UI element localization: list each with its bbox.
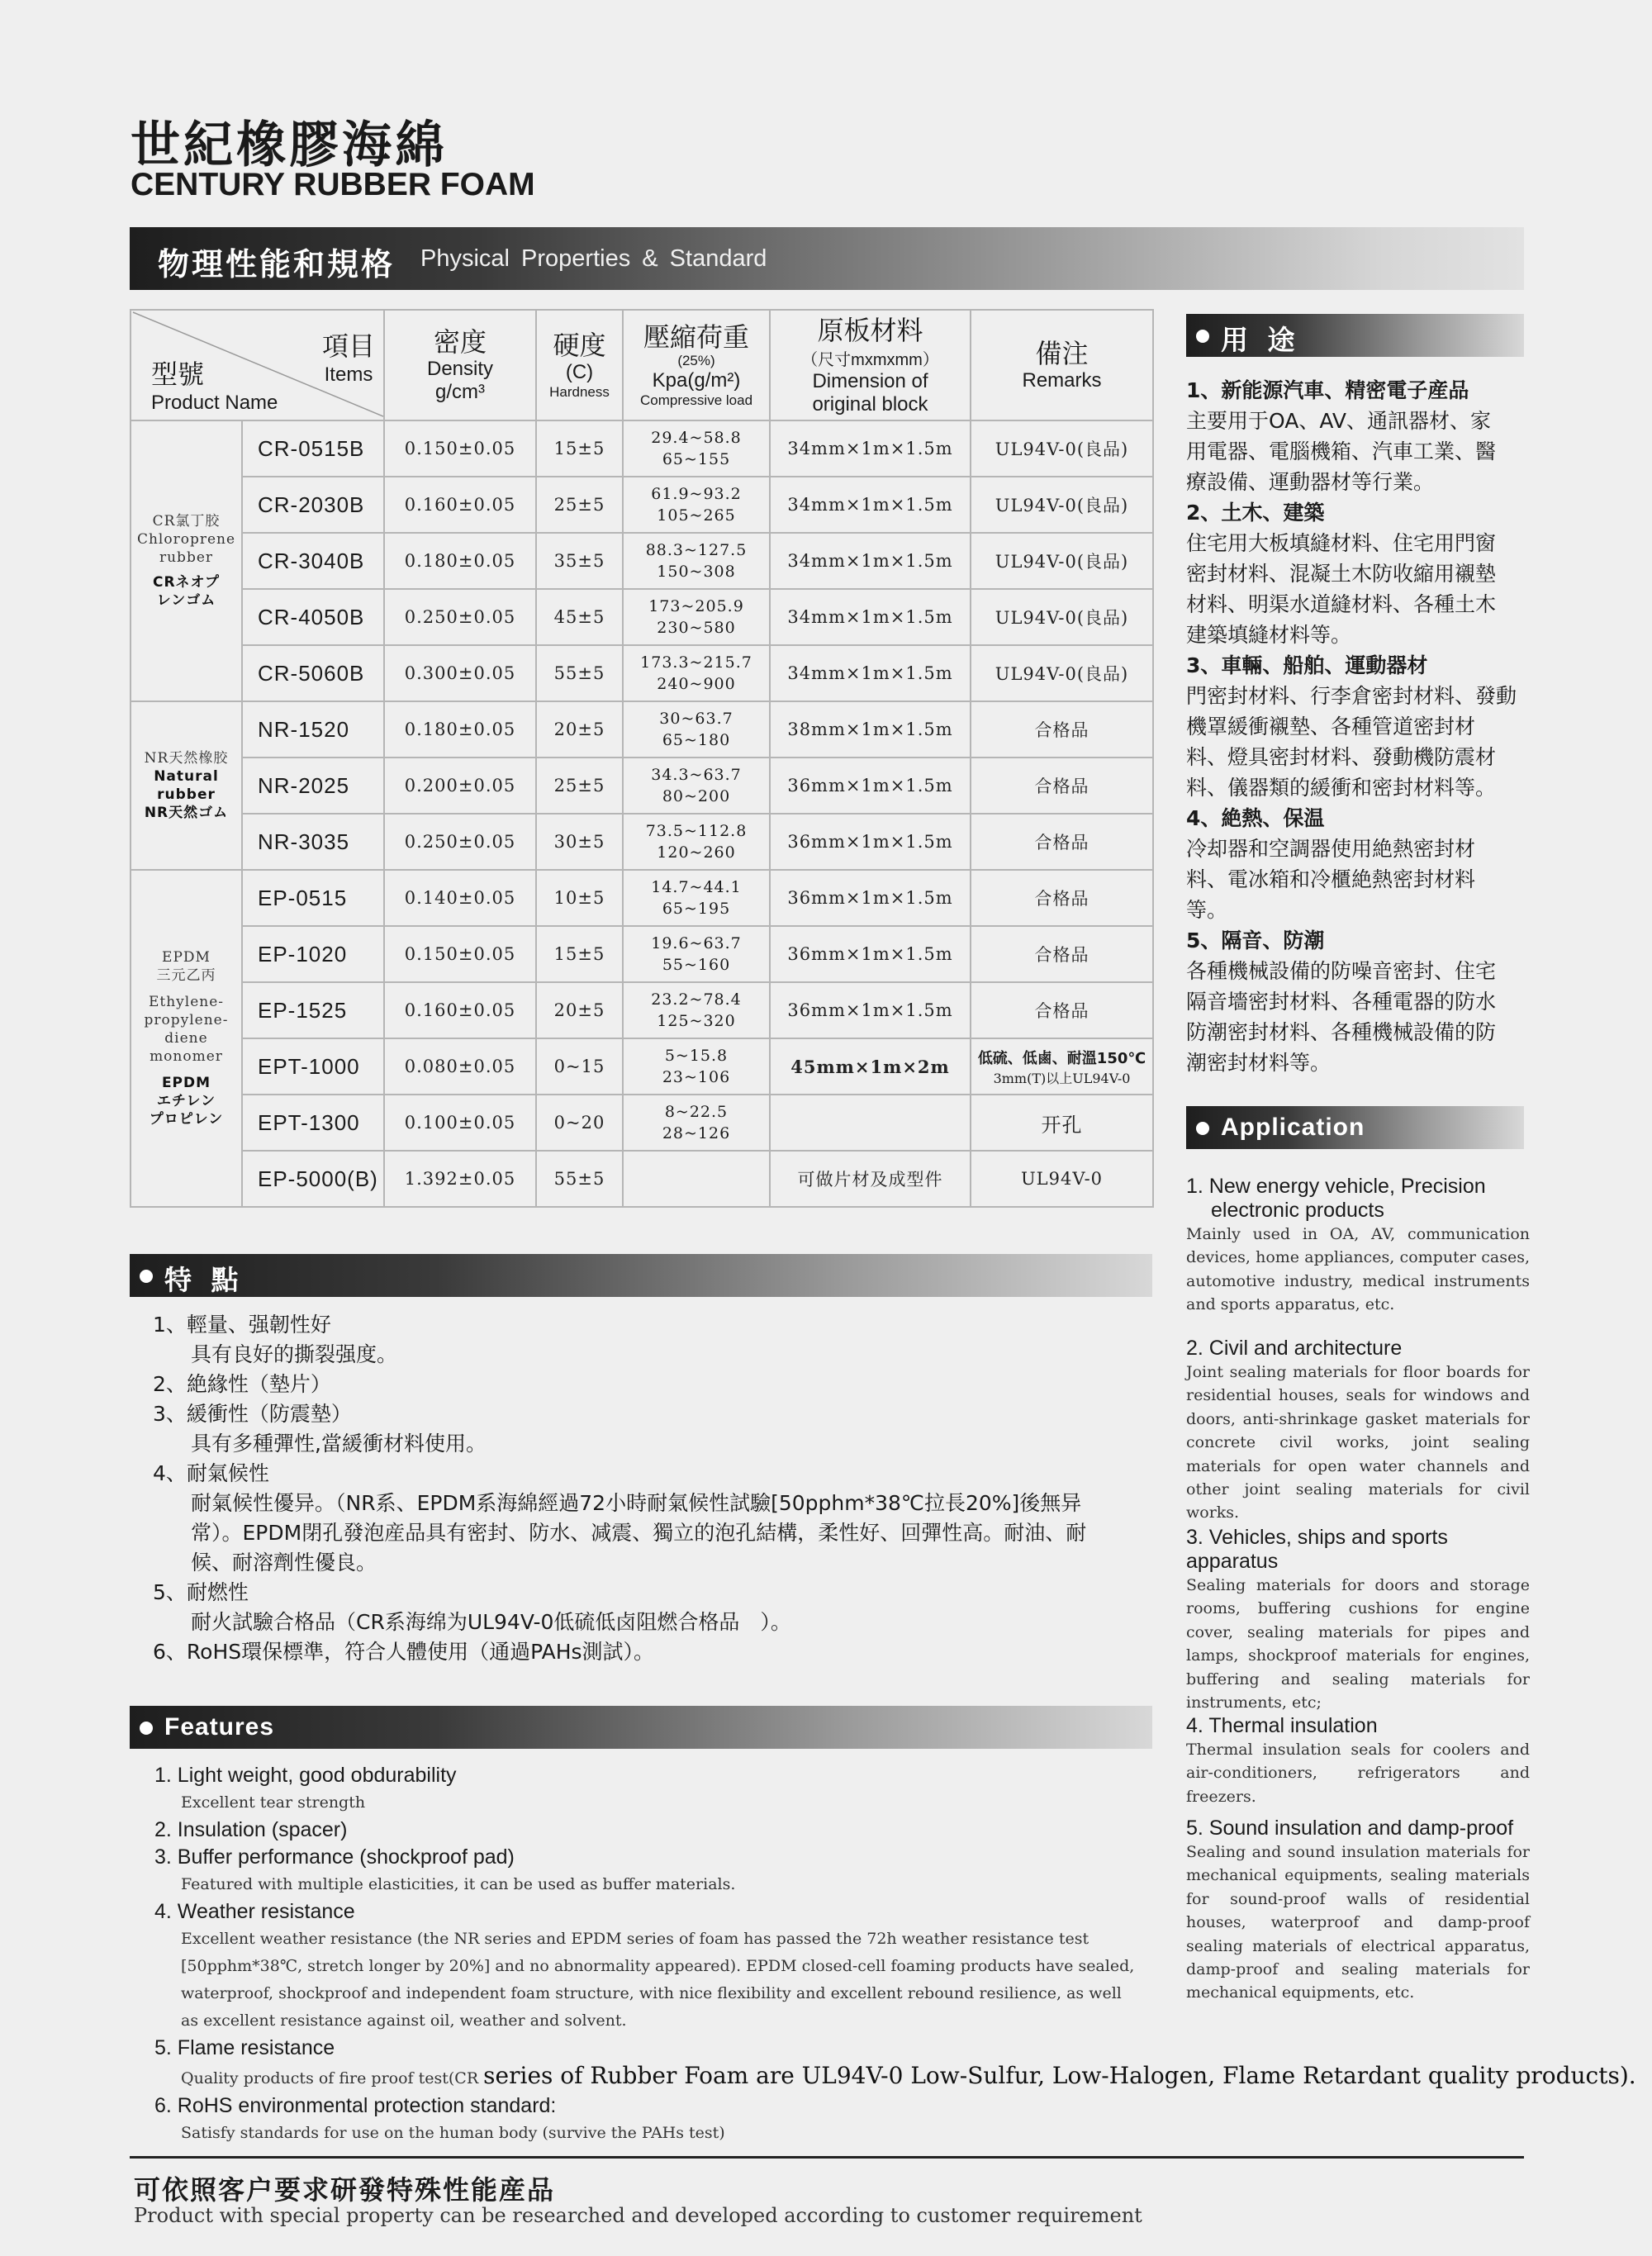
table-row bbox=[131, 420, 1153, 477]
table-row bbox=[131, 1095, 1153, 1151]
header-dim-en2: original block bbox=[812, 392, 928, 416]
features-en-title: Features bbox=[164, 1713, 275, 1741]
list-item-desc: Quality products of fire proof test(CR series of Rubber Foam are UL94V-0 Low-Sulfur, Low-Halogen, Flame Retardant quality products). bbox=[181, 2062, 1636, 2089]
header-remarks-en: Remarks bbox=[1022, 369, 1102, 392]
table-header-row bbox=[131, 310, 1153, 420]
table-row bbox=[131, 589, 1153, 645]
remark-value: UL94V-0(良品) bbox=[971, 645, 1153, 701]
list-item-desc: 主要用于OA、AV、通訊器材、家 bbox=[1186, 409, 1491, 433]
load-value: 14.7~44.1 65~195 bbox=[623, 870, 770, 926]
header-remarks bbox=[971, 310, 1153, 420]
list-item: 5、耐燃性 bbox=[153, 1580, 249, 1604]
list-item-desc: 等。 bbox=[1186, 898, 1228, 922]
dimension-value: 38mm×1m×1.5m bbox=[770, 701, 971, 758]
dimension-value: 36mm×1m×1.5m bbox=[770, 982, 971, 1038]
list-item-desc: 密封材料、混凝土木防收縮用襯墊 bbox=[1186, 562, 1497, 586]
header-items-en: Items bbox=[324, 363, 373, 386]
list-item: 4、耐氣候性 bbox=[153, 1461, 269, 1485]
list-item-desc: 防潮密封材料、各種機械設備的防 bbox=[1186, 1020, 1497, 1044]
dimension-value bbox=[770, 1095, 971, 1151]
density-value: 0.180±0.05 bbox=[384, 533, 536, 589]
product-name: EP-5000(B) bbox=[242, 1151, 384, 1207]
list-item-heading: 2、土木、建築 bbox=[1186, 501, 1325, 525]
group-cr-label: CR氯丁胶 Chloroprene rubber CRネオプ レンゴム bbox=[131, 420, 242, 701]
dimension-value: 36mm×1m×1.5m bbox=[770, 926, 971, 982]
header-dimension bbox=[770, 310, 971, 420]
list-item-desc: 建築填縫材料等。 bbox=[1186, 623, 1352, 647]
list-item-desc: Featured with multiple elasticities, it can be used as buffer materials. bbox=[181, 1875, 736, 1893]
application-en-bar bbox=[1186, 1106, 1524, 1149]
header-density-en: Density bbox=[426, 358, 494, 380]
list-item-heading: 2. Insulation (spacer) bbox=[154, 1818, 348, 1841]
product-name: CR-3040B bbox=[242, 533, 384, 589]
load-value: 34.3~63.7 80~200 bbox=[623, 758, 770, 814]
hardness-value: 15±5 bbox=[536, 420, 623, 477]
remark-value: 合格品 bbox=[971, 982, 1153, 1038]
hardness-value: 55±5 bbox=[536, 1151, 623, 1207]
table-row bbox=[131, 870, 1153, 926]
table-row bbox=[131, 1151, 1153, 1207]
hardness-value: 35±5 bbox=[536, 533, 623, 589]
dimension-value: 34mm×1m×1.5m bbox=[770, 645, 971, 701]
list-item: 2、絶緣性（墊片） bbox=[153, 1372, 331, 1396]
load-value: 173~205.9 230~580 bbox=[623, 589, 770, 645]
header-items-cn: 項目 bbox=[321, 330, 375, 362]
spec-section-bar bbox=[130, 227, 1524, 290]
group-epdm-label: EPDM 三元乙丙 Ethylene- propylene- diene monomer EPDM エチレン プロピレン bbox=[131, 870, 242, 1207]
page-title-en: CENTURY RUBBER FOAM bbox=[131, 167, 535, 202]
load-value: 23.2~78.4 125~320 bbox=[623, 982, 770, 1038]
product-name: NR-1520 bbox=[242, 701, 384, 758]
header-hardness-en: Hardness bbox=[549, 384, 610, 400]
density-value: 0.180±0.05 bbox=[384, 701, 536, 758]
list-item-desc: 各種機械設備的防噪音密封、住宅 bbox=[1186, 959, 1497, 983]
application-item: 3. Vehicles, ships and sports apparatus Sealing materials for doors and storage rooms, buffering cushions for engine cover, sealing materials for pipes and lamps, shockproof materials for engines, buffering and sealing materials for instruments, etc; bbox=[1186, 1526, 1530, 1712]
dimension-value: 36mm×1m×1.5m bbox=[770, 814, 971, 870]
remark-value: 合格品 bbox=[971, 814, 1153, 870]
hardness-value: 0~15 bbox=[536, 1038, 623, 1095]
list-item: 3、緩衝性（防震墊） bbox=[153, 1402, 352, 1426]
list-item-heading: 4、絶熱、保温 bbox=[1186, 806, 1325, 830]
uses-cn-list bbox=[1186, 375, 1517, 1078]
dimension-value: 45mm×1m×2m bbox=[770, 1038, 971, 1095]
load-value: 173.3~215.7 240~900 bbox=[623, 645, 770, 701]
header-cell-product bbox=[131, 310, 384, 420]
table-row bbox=[131, 982, 1153, 1038]
density-value: 1.392±0.05 bbox=[384, 1151, 536, 1207]
density-value: 0.150±0.05 bbox=[384, 420, 536, 477]
dimension-value: 34mm×1m×1.5m bbox=[770, 477, 971, 533]
product-name: EPT-1000 bbox=[242, 1038, 384, 1095]
product-name: CR-5060B bbox=[242, 645, 384, 701]
remark-value: UL94V-0(良品) bbox=[971, 420, 1153, 477]
list-item: 常）。EPDM閉孔發泡産品具有密封、防水、减震、獨立的泡孔結構，柔性好、回彈性高。耐油、耐 bbox=[191, 1521, 1087, 1545]
bullet-dot-icon bbox=[1196, 1122, 1209, 1135]
list-item-desc: 潮密封材料等。 bbox=[1186, 1051, 1332, 1075]
product-name: CR-0515B bbox=[242, 420, 384, 477]
header-comp-en: Compressive load bbox=[639, 392, 753, 408]
load-value: 29.4~58.8 65~155 bbox=[623, 420, 770, 477]
header-dim-unit: （尺寸mxmxmm） bbox=[801, 350, 939, 369]
dimension-value: 36mm×1m×1.5m bbox=[770, 870, 971, 926]
header-hardness bbox=[536, 310, 623, 420]
load-value: 73.5~112.8 120~260 bbox=[623, 814, 770, 870]
density-value: 0.160±0.05 bbox=[384, 982, 536, 1038]
list-item-heading: 5、隔音、防潮 bbox=[1186, 929, 1325, 952]
product-name: NR-2025 bbox=[242, 758, 384, 814]
header-comp-unit: Kpa(g/m²) bbox=[652, 369, 741, 392]
table-row bbox=[131, 814, 1153, 870]
dimension-value: 34mm×1m×1.5m bbox=[770, 533, 971, 589]
density-value: 0.200±0.05 bbox=[384, 758, 536, 814]
hardness-value: 10±5 bbox=[536, 870, 623, 926]
load-value: 61.9~93.2 105~265 bbox=[623, 477, 770, 533]
density-value: 0.300±0.05 bbox=[384, 645, 536, 701]
hardness-value: 30±5 bbox=[536, 814, 623, 870]
features-cn-list bbox=[153, 1310, 1086, 1667]
product-name: EP-1525 bbox=[242, 982, 384, 1038]
application-en-title: Application bbox=[1221, 1114, 1365, 1141]
header-remarks-cn: 備注 bbox=[1035, 338, 1089, 369]
dimension-value: 34mm×1m×1.5m bbox=[770, 589, 971, 645]
hardness-value: 45±5 bbox=[536, 589, 623, 645]
list-item: 耐火試驗合格品（CR系海绵为UL94V-0低硫低卤阻燃合格品 ）。 bbox=[191, 1610, 791, 1634]
header-product-cn: 型號 bbox=[151, 359, 205, 390]
product-name: CR-4050B bbox=[242, 589, 384, 645]
list-item: 6、RoHS環保標準，符合人體使用（通過PAHs測試）。 bbox=[153, 1640, 655, 1664]
list-item: 耐氣候性優异。（NR系、EPDM系海綿經過72小時耐氣候性試驗[50pphm*38℃拉長20%]後無异 bbox=[191, 1491, 1082, 1515]
remark-value: 合格品 bbox=[971, 926, 1153, 982]
hardness-value: 20±5 bbox=[536, 982, 623, 1038]
header-dim-en1: Dimension of bbox=[812, 369, 928, 392]
remark-value: 低硫、低鹵、耐溫150℃ 3mm(T)以上UL94V-0 bbox=[971, 1038, 1153, 1095]
list-item-desc: Excellent tear strength bbox=[181, 1793, 366, 1812]
features-en-bar bbox=[130, 1706, 1152, 1749]
hardness-value: 25±5 bbox=[536, 758, 623, 814]
dimension-value: 可做片材及成型件 bbox=[770, 1151, 971, 1207]
list-item-heading: 1、新能源汽車、精密電子産品 bbox=[1186, 378, 1469, 402]
features-cn-title: 特 點 bbox=[164, 1264, 244, 1296]
list-item-desc: 料、儀器類的緩衝和密封材料等。 bbox=[1186, 776, 1497, 800]
list-item-desc: Excellent weather resistance (the NR series and EPDM series of foam has passed the 72h weather resistance test [50pphm*38℃, stretch longer by 20%] and no abnormality appeared). EPDM closed-cell foaming products have sealed, waterproof, shockproof and independent foam structure, with nice flexibility and excellent rebound resilience, as well as excellent resistance against oil, weather and solvent. bbox=[181, 1930, 1135, 2030]
application-item: 1. New energy vehicle, Precision electronic products Mainly used in OA, AV, communication devices, home appliances, computer cases, automotive industry, medical instruments and sports apparatus, etc. bbox=[1186, 1175, 1530, 1314]
remark-value: UL94V-0(良品) bbox=[971, 589, 1153, 645]
bullet-dot-icon bbox=[1196, 330, 1209, 343]
list-item-desc: 機罩緩衝襯墊、各種管道密封材 bbox=[1186, 715, 1476, 739]
header-hardness-cn: 硬度 bbox=[553, 330, 606, 361]
page-title-cn: 世紀橡膠海綿 bbox=[131, 116, 448, 174]
list-item-desc: 用電器、電腦機箱、汽車工業、醫 bbox=[1186, 439, 1497, 463]
list-item-heading: 4. Weather resistance bbox=[154, 1900, 355, 1923]
spec-section-title-cn: 物理性能和規格 bbox=[158, 246, 396, 283]
header-product-en: Product Name bbox=[151, 392, 278, 414]
remark-value: UL94V-0 bbox=[971, 1151, 1153, 1207]
group-nr-label: NR天然橡胶 Natural rubber NR天然ゴム bbox=[131, 701, 242, 870]
list-item-desc: 療設備、運動器材等行業。 bbox=[1186, 470, 1435, 494]
hardness-value: 0~20 bbox=[536, 1095, 623, 1151]
header-density bbox=[384, 310, 536, 420]
hardness-value: 15±5 bbox=[536, 926, 623, 982]
density-value: 0.150±0.05 bbox=[384, 926, 536, 982]
load-value: 19.6~63.7 55~160 bbox=[623, 926, 770, 982]
footer-text-cn: 可依照客户要求研發特殊性能産品 bbox=[134, 2174, 556, 2206]
spec-table bbox=[130, 309, 1154, 1208]
hardness-value: 55±5 bbox=[536, 645, 623, 701]
density-value: 0.140±0.05 bbox=[384, 870, 536, 926]
table-row bbox=[131, 758, 1153, 814]
density-value: 0.250±0.05 bbox=[384, 589, 536, 645]
table-row bbox=[131, 645, 1153, 701]
remark-value: 合格品 bbox=[971, 870, 1153, 926]
bullet-dot-icon bbox=[140, 1722, 153, 1735]
header-density-unit: g/cm³ bbox=[435, 381, 485, 403]
load-value: 30~63.7 65~180 bbox=[623, 701, 770, 758]
density-value: 0.250±0.05 bbox=[384, 814, 536, 870]
load-value bbox=[623, 1151, 770, 1207]
remark-value: 开孔 bbox=[971, 1095, 1153, 1151]
bullet-dot-icon bbox=[140, 1270, 153, 1283]
list-item: 候、耐溶劑性優良。 bbox=[191, 1551, 377, 1574]
list-item: 具有多種彈性,當緩衝材料使用。 bbox=[191, 1432, 487, 1456]
list-item-heading: 3、車輛、船舶、運動器材 bbox=[1186, 653, 1428, 677]
spec-section-title-en: Physical Properties & Standard bbox=[420, 245, 767, 272]
product-name: NR-3035 bbox=[242, 814, 384, 870]
list-item-heading: 3. Buffer performance (shockproof pad) bbox=[154, 1845, 515, 1869]
list-item-desc: Satisfy standards for use on the human body (survive the PAHs test) bbox=[181, 2124, 725, 2142]
table-row bbox=[131, 1038, 1153, 1095]
features-cn-bar bbox=[130, 1254, 1152, 1297]
list-item-desc: 門密封材料、行李倉密封材料、發動 bbox=[1186, 684, 1517, 708]
density-value: 0.100±0.05 bbox=[384, 1095, 536, 1151]
application-item: 2. Civil and architecture Joint sealing materials for floor boards for residential houses, seals for windows and doors, anti-shrinkage gasket materials for concrete civil works, joint sealing materials for open water channels and other joint sealing materials for civil works. bbox=[1186, 1337, 1530, 1522]
footer-text-en: Product with special property can be researched and developed according to customer requirement bbox=[134, 2204, 1142, 2227]
list-item-heading: 1. Light weight, good obdurability bbox=[154, 1764, 457, 1787]
remark-value: 合格品 bbox=[971, 701, 1153, 758]
remark-value: UL94V-0(良品) bbox=[971, 477, 1153, 533]
list-item-desc: 料、電冰箱和冷櫃絶熱密封材料 bbox=[1186, 867, 1476, 891]
hardness-value: 20±5 bbox=[536, 701, 623, 758]
product-name: EPT-1300 bbox=[242, 1095, 384, 1151]
list-item: 1、輕量、强韌性好 bbox=[153, 1313, 331, 1337]
load-value: 88.3~127.5 150~308 bbox=[623, 533, 770, 589]
list-item-desc: 材料、明渠水道縫材料、各種土木 bbox=[1186, 592, 1497, 616]
application-item: 4. Thermal insulation Thermal insulation seals for coolers and air-conditioners, refrigerators and freezers. bbox=[1186, 1714, 1530, 1806]
header-hardness-unit: (C) bbox=[565, 361, 594, 383]
density-value: 0.080±0.05 bbox=[384, 1038, 536, 1095]
header-dim-cn: 原板材料 bbox=[817, 314, 923, 346]
dimension-value: 36mm×1m×1.5m bbox=[770, 758, 971, 814]
product-name: EP-0515 bbox=[242, 870, 384, 926]
uses-cn-title: 用 途 bbox=[1221, 324, 1300, 356]
list-item-desc: 住宅用大板填縫材料、住宅用門窗 bbox=[1186, 531, 1497, 555]
header-comp-pct: (25%) bbox=[677, 353, 715, 368]
product-name: EP-1020 bbox=[242, 926, 384, 982]
density-value: 0.160±0.05 bbox=[384, 477, 536, 533]
remark-value: 合格品 bbox=[971, 758, 1153, 814]
uses-cn-bar bbox=[1186, 314, 1524, 357]
dimension-value: 34mm×1m×1.5m bbox=[770, 420, 971, 477]
table-row bbox=[131, 477, 1153, 533]
footer-divider bbox=[130, 2156, 1524, 2159]
application-item: 5. Sound insulation and damp-proof Sealing and sound insulation materials for mechanical equipments, sealing materials for sound-proof walls of residential houses, waterproof and damp-proof sealing materials of electrical apparatus, damp-proof and sealing materials for mechanical equipments, etc. bbox=[1186, 1817, 1530, 2002]
table-row bbox=[131, 701, 1153, 758]
list-item: 具有良好的撕裂强度。 bbox=[191, 1342, 398, 1366]
load-value: 5~15.8 23~106 bbox=[623, 1038, 770, 1095]
product-name: CR-2030B bbox=[242, 477, 384, 533]
list-item-desc: 隔音墻密封材料、各種電器的防水 bbox=[1186, 990, 1497, 1014]
header-compressive bbox=[623, 310, 770, 420]
header-density-cn: 密度 bbox=[433, 326, 487, 358]
table-row bbox=[131, 533, 1153, 589]
list-item-desc: 料、燈具密封材料、發動機防震材 bbox=[1186, 745, 1497, 769]
load-value: 8~22.5 28~126 bbox=[623, 1095, 770, 1151]
hardness-value: 25±5 bbox=[536, 477, 623, 533]
remark-value: UL94V-0(良品) bbox=[971, 533, 1153, 589]
list-item-desc: 冷却器和空調器使用絶熱密封材 bbox=[1186, 837, 1476, 861]
header-comp-cn: 壓縮荷重 bbox=[643, 321, 749, 353]
table-row bbox=[131, 926, 1153, 982]
list-item-heading: 5. Flame resistance bbox=[154, 2036, 335, 2059]
list-item-heading: 6. RoHS environmental protection standard: bbox=[154, 2094, 557, 2117]
